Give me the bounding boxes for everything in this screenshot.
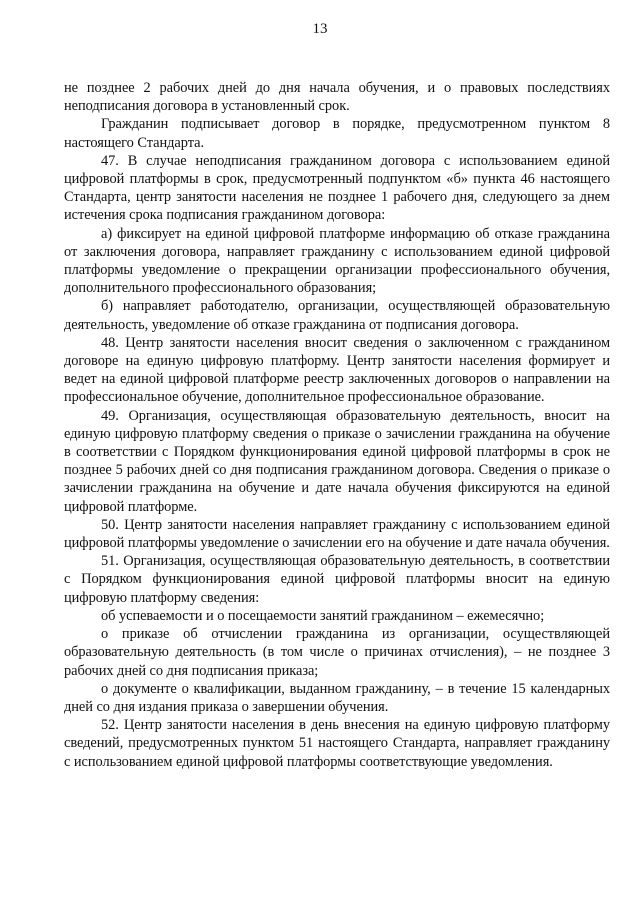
paragraph-51-attendance: об успеваемости и о посещаемости занятий гражданином – ежемесячно;	[101, 607, 545, 624]
paragraph-signing-order: Гражданин подписывает договор в порядке, предусмотренном пунктом 8 настоящего Стандарта.	[64, 116, 610, 151]
paragraph-47-b: б) направляет работодателю, организации, осуществляющей образовательную деятельность, уведомление об отказе гражданина от подписания договора.	[64, 298, 610, 333]
paragraph-50: 50. Центр занятости населения направляет гражданину с использованием единой цифровой платформы уведомление о зачислении его на обучение и дате начала обучения.	[64, 516, 610, 552]
paragraph-48: 48. Центр занятости населения вносит сведения о заключенном с гражданином договоре на единую цифровую платформу. Центр занятости населения формирует и ведет на единой цифровой платформе реестр заключенных договоров о направлении на профессиональное обучение, дополнительное профессиональное образование.	[64, 334, 610, 406]
paragraph-52: 52. Центр занятости населения в день внесения на единую цифровую платформу сведений, предусмотренных пунктом 51 настоящего Стандарта, направляет гражданину с использованием единой цифровой платформы соответствующие уведомления.	[64, 717, 610, 770]
paragraph-49: 49. Организация, осуществляющая образовательную деятельность, вносит на единую цифровую платформу сведения о приказе о зачислении гражданина на обучение в соответствии с Порядком функционирования единой цифровой платформы в срок не позднее 5 рабочих дней со дня подписания гражданином договора. Сведения о приказе о зачислении гражданина на обучение и дате начала обучения фиксируются на единой цифровой платформе.	[64, 407, 610, 515]
paragraph-51-qualification: о документе о квалификации, выданном гражданину, – в течение 15 календарных дней со дня издания приказа о завершении обучения.	[64, 680, 610, 715]
paragraph-47-a: а) фиксирует на единой цифровой платформе информацию об отказе гражданина от заключения договора, направляет гражданину с использованием единой цифровой платформы уведомление о прекращении организации профессионального обучения, дополнительного профессионального образования;	[64, 225, 610, 297]
paragraph-51-expulsion: о приказе об отчислении гражданина из организации, осуществляющей образовательную деятельность (в том числе о причинах отчисления), – не позднее 3 рабочих дней со дня подписания приказа;	[64, 626, 610, 679]
paragraph-47: 47. В случае неподписания гражданином договора с использованием единой цифровой платформы в срок, предусмотренный подпунктом «б» пункта 46 настоящего Стандарта, центр занятости населения не позднее 1 рабочего дня, следующего за днем истечения срока подписания гражданином договора:	[64, 152, 610, 224]
paragraph-51: 51. Организация, осуществляющая образовательную деятельность, в соответствии с Порядком функционирования единой цифровой платформы вносит на единую цифровую платформу сведения:	[64, 553, 610, 606]
document-body	[64, 79, 610, 771]
page-number: 13	[312, 21, 328, 37]
paragraph-continuation: не позднее 2 рабочих дней до дня начала обучения, и о правовых последствиях неподписания договора в установленный срок.	[64, 80, 610, 115]
